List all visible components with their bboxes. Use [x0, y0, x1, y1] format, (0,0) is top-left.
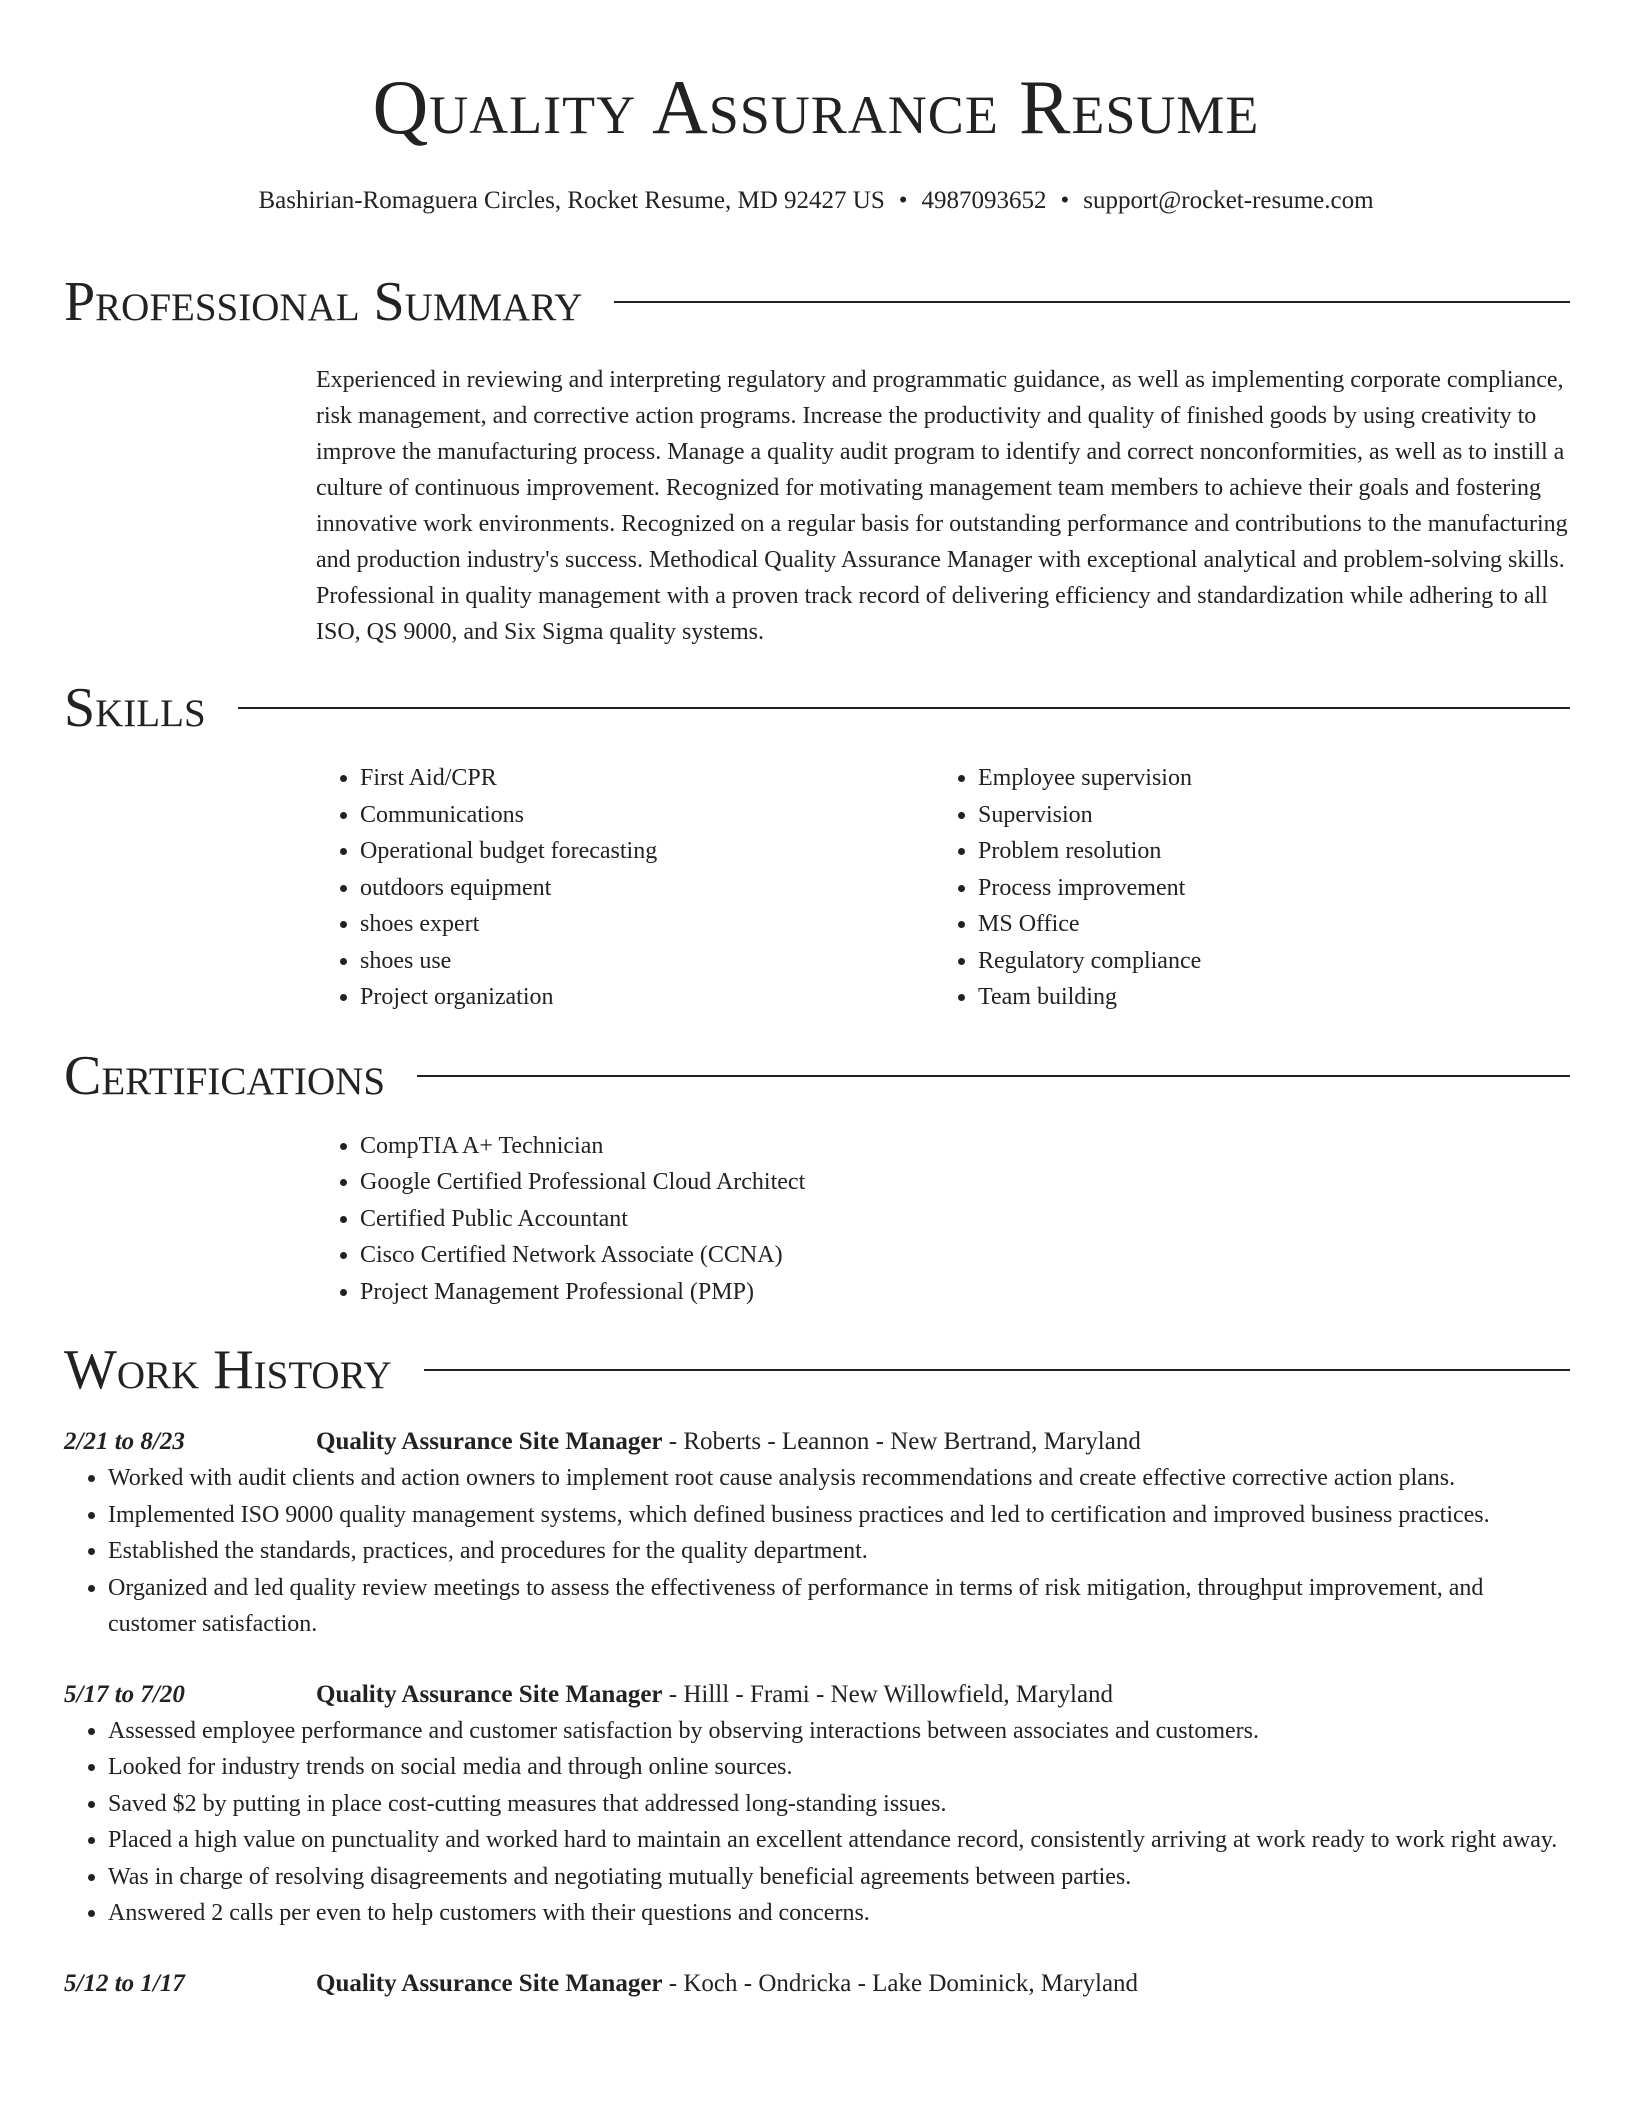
skill-item: • First Aid/CPR: [360, 760, 934, 797]
skill-item: • outdoors equipment: [360, 870, 934, 907]
job-bullet: • Placed a high value on punctuality and worked hard to maintain an excellent attendance record, consistently arriving at work ready to work right away.: [108, 1822, 1570, 1859]
job-bullet: • Established the standards, practices, and procedures for the quality department.: [108, 1533, 1570, 1570]
job-entry: [64, 1966, 1570, 2002]
job-bullet: • Implemented ISO 9000 quality management systems, which defined business practices and led to certification and improved business practices.: [108, 1497, 1570, 1534]
job-dates: 2/21 to 8/23: [64, 1428, 185, 1455]
job-dates: 5/12 to 1/17: [64, 1969, 185, 1997]
certification-item: • Certified Public Accountant: [360, 1201, 1632, 1238]
job-bullet: • Was in charge of resolving disagreements and negotiating mutually beneficial agreements between parties.: [108, 1859, 1570, 1896]
skill-item: • Project organization: [360, 979, 934, 1016]
resume-title: Quality Assurance Resume: [372, 64, 1260, 150]
contact-address: Bashirian-Romaguera Circles, Rocket Resume, MD 92427 US: [258, 187, 885, 214]
skill-item: • MS Office: [978, 906, 1552, 943]
job-title: Quality Assurance Site Manager: [316, 1680, 663, 1708]
contact-separator: •: [898, 187, 908, 214]
job-entry: [64, 1424, 1570, 1643]
skills-column-right: [934, 760, 1552, 1016]
contact-separator: •: [1060, 187, 1070, 214]
job-bullet: • Answered 2 calls per even to help customers with their questions and concerns.: [108, 1895, 1570, 1932]
skill-item: • Regulatory compliance: [978, 943, 1552, 980]
job-company: - Koch - Ondricka - Lake Dominick, Maryland: [662, 1969, 1139, 1997]
job-company: - Roberts - Leannon - New Bertrand, Maryland: [662, 1428, 1141, 1455]
skill-item: • Team building: [978, 979, 1552, 1016]
skill-item: • Operational budget forecasting: [360, 833, 934, 870]
job-title: Quality Assurance Site Manager: [316, 1969, 663, 1997]
contact-line: [0, 186, 1632, 216]
section-divider: [417, 1075, 1570, 1077]
summary-text: Experienced in reviewing and interpreting regulatory and programmatic guidance, as well as implementing corporate compliance, risk management, and corrective action programs. Increase the productivity and quality of finished goods by using creativity to improve the manufacturing process. Manage a quality audit program to identify and correct nonconformities, as well as to instill a culture of continuous improvement. Recognized for motivating management team members to achieve their goals and fostering innovative work environments. Recognized on a regular basis for outstanding performance and contributions to the manufacturing and production industry's success. Methodical Quality Assurance Manager with exceptional analytical and problem-solving skills. Professional in quality management with a proven track record of delivering efficiency and standardization while adhering to all ISO, QS 9000, and Six Sigma quality systems.: [316, 367, 1568, 645]
skill-item: • Employee supervision: [978, 760, 1552, 797]
job-bullet: • Assessed employee performance and customer satisfaction by observing interactions between associates and customers.: [108, 1713, 1570, 1750]
job-bullets: [64, 1460, 1570, 1643]
section-title-skills: Skills: [64, 677, 206, 739]
certification-item: • Project Management Professional (PMP): [360, 1274, 1632, 1311]
contact-email[interactable]: support@rocket-resume.com: [1083, 187, 1374, 214]
skill-item: • shoes expert: [360, 906, 934, 943]
section-header-certifications: [64, 1044, 1570, 1108]
skill-item: • Process improvement: [978, 870, 1552, 907]
job-bullet: • Worked with audit clients and action owners to implement root cause analysis recommendations and create effective corrective action plans.: [108, 1460, 1570, 1497]
skill-item: • shoes use: [360, 943, 934, 980]
job-entry: [64, 1677, 1570, 1932]
section-title-certifications: Certifications: [64, 1044, 386, 1107]
section-header-skills: [64, 676, 1570, 740]
job-bullet: • Saved $2 by putting in place cost-cutting measures that addressed long-standing issues.: [108, 1786, 1570, 1823]
section-divider: [424, 1369, 1570, 1371]
job-company: - Hilll - Frami - New Willowfield, Maryland: [662, 1680, 1114, 1708]
skills-list: [316, 760, 1632, 1016]
job-title: Quality Assurance Site Manager: [316, 1428, 663, 1455]
certification-item: • CompTIA A+ Technician: [360, 1128, 1632, 1165]
contact-phone: 4987093652: [921, 187, 1047, 214]
job-bullet: • Organized and led quality review meetings to assess the effectiveness of performance in terms of risk mitigation, throughput improvement, and customer satisfaction.: [108, 1570, 1570, 1643]
section-header-summary: [64, 270, 1570, 334]
certification-item: • Cisco Certified Network Associate (CCNA): [360, 1237, 1632, 1274]
section-title-summary: Professional Summary: [64, 271, 583, 333]
skill-item: • Supervision: [978, 797, 1552, 834]
section-divider: [238, 707, 1570, 709]
job-bullet: • Looked for industry trends on social media and through online sources.: [108, 1749, 1570, 1786]
section-header-work-history: [64, 1338, 1570, 1402]
skill-item: • Problem resolution: [978, 833, 1552, 870]
certification-item: • Google Certified Professional Cloud Architect: [360, 1164, 1632, 1201]
job-dates: 5/17 to 7/20: [64, 1680, 185, 1708]
certifications-list: [316, 1128, 1632, 1311]
skill-item: • Communications: [360, 797, 934, 834]
section-title-work-history: Work History: [64, 1339, 392, 1401]
skills-column-left: [316, 760, 934, 1016]
job-bullets: [64, 1713, 1570, 1932]
section-divider: [614, 301, 1570, 303]
